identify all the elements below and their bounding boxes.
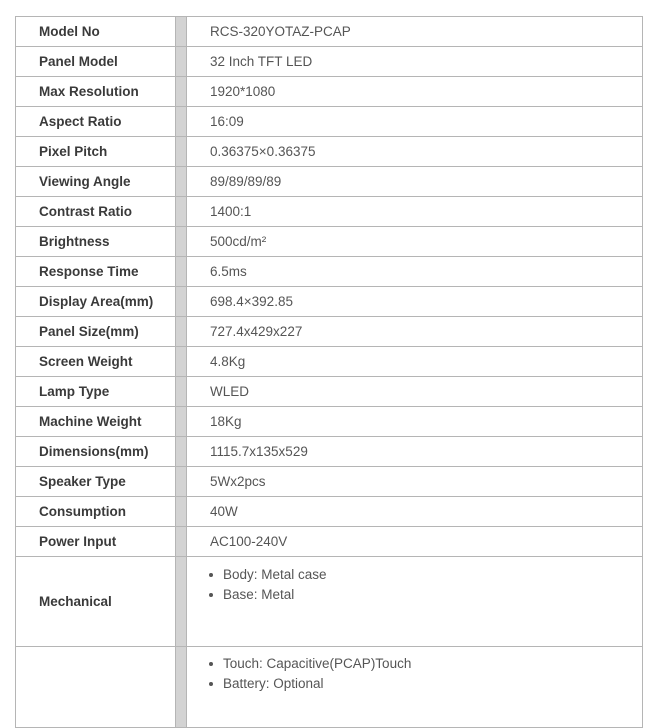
spec-label: Machine Weight — [16, 407, 176, 437]
spec-value: 40W — [187, 497, 643, 527]
spec-label: Screen Weight — [16, 347, 176, 377]
spec-value: 1920*1080 — [187, 77, 643, 107]
spec-row — [16, 377, 643, 407]
spec-label: Power Input — [16, 527, 176, 557]
spec-value: 1400:1 — [187, 197, 643, 227]
spec-label — [16, 647, 176, 728]
column-separator — [176, 137, 187, 167]
spec-row — [16, 257, 643, 287]
spec-row-features — [16, 647, 643, 728]
column-separator — [176, 647, 187, 728]
spec-label: Response Time — [16, 257, 176, 287]
spec-row-mechanical — [16, 557, 643, 647]
spec-value: AC100-240V — [187, 527, 643, 557]
spec-row — [16, 17, 643, 47]
column-separator — [176, 107, 187, 137]
spec-row — [16, 437, 643, 467]
spec-row — [16, 467, 643, 497]
column-separator — [176, 317, 187, 347]
spec-label: Model No — [16, 17, 176, 47]
spec-table-body — [16, 17, 643, 728]
spec-value: 1115.7x135x529 — [187, 437, 643, 467]
column-separator — [176, 467, 187, 497]
spec-value — [187, 647, 643, 728]
mechanical-list — [210, 565, 642, 605]
spec-row — [16, 287, 643, 317]
spec-value: 89/89/89/89 — [187, 167, 643, 197]
spec-label: Lamp Type — [16, 377, 176, 407]
column-separator — [176, 47, 187, 77]
spec-value — [187, 557, 643, 647]
spec-value: 32 Inch TFT LED — [187, 47, 643, 77]
spec-row — [16, 47, 643, 77]
spec-row — [16, 197, 643, 227]
spec-label: Panel Size(mm) — [16, 317, 176, 347]
spec-row — [16, 167, 643, 197]
list-item: Base: Metal — [213, 585, 642, 605]
spec-label: Panel Model — [16, 47, 176, 77]
spec-label: Contrast Ratio — [16, 197, 176, 227]
spec-value: 4.8Kg — [187, 347, 643, 377]
column-separator — [176, 347, 187, 377]
spec-value: 500cd/m² — [187, 227, 643, 257]
spec-row — [16, 527, 643, 557]
spec-row — [16, 227, 643, 257]
column-separator — [176, 167, 187, 197]
spec-label: Viewing Angle — [16, 167, 176, 197]
spec-value: 698.4×392.85 — [187, 287, 643, 317]
column-separator — [176, 557, 187, 647]
spec-value: 18Kg — [187, 407, 643, 437]
spec-label: Pixel Pitch — [16, 137, 176, 167]
spec-value: 5Wx2pcs — [187, 467, 643, 497]
spec-value: 16:09 — [187, 107, 643, 137]
spec-value: 0.36375×0.36375 — [187, 137, 643, 167]
spec-value: 6.5ms — [187, 257, 643, 287]
list-item: Body: Metal case — [213, 565, 642, 585]
spec-row — [16, 347, 643, 377]
spec-label: Max Resolution — [16, 77, 176, 107]
column-separator — [176, 17, 187, 47]
column-separator — [176, 377, 187, 407]
list-item: Battery: Optional — [213, 674, 642, 694]
column-separator — [176, 437, 187, 467]
column-separator — [176, 227, 187, 257]
spec-row — [16, 317, 643, 347]
spec-value: RCS-320YOTAZ-PCAP — [187, 17, 643, 47]
spec-table — [15, 16, 643, 728]
column-separator — [176, 527, 187, 557]
spec-row — [16, 137, 643, 167]
spec-row — [16, 107, 643, 137]
list-item: Touch: Capacitive(PCAP)Touch — [213, 654, 642, 674]
spec-label: Aspect Ratio — [16, 107, 176, 137]
spec-value: 727.4x429x227 — [187, 317, 643, 347]
column-separator — [176, 197, 187, 227]
spec-row — [16, 407, 643, 437]
column-separator — [176, 77, 187, 107]
spec-label: Dimensions(mm) — [16, 437, 176, 467]
spec-row — [16, 497, 643, 527]
column-separator — [176, 407, 187, 437]
spec-label: Display Area(mm) — [16, 287, 176, 317]
spec-label: Brightness — [16, 227, 176, 257]
spec-label: Consumption — [16, 497, 176, 527]
column-separator — [176, 497, 187, 527]
spec-row — [16, 77, 643, 107]
features-list — [210, 654, 642, 694]
column-separator — [176, 257, 187, 287]
spec-value: WLED — [187, 377, 643, 407]
spec-label: Mechanical — [16, 557, 176, 647]
column-separator — [176, 287, 187, 317]
spec-label: Speaker Type — [16, 467, 176, 497]
